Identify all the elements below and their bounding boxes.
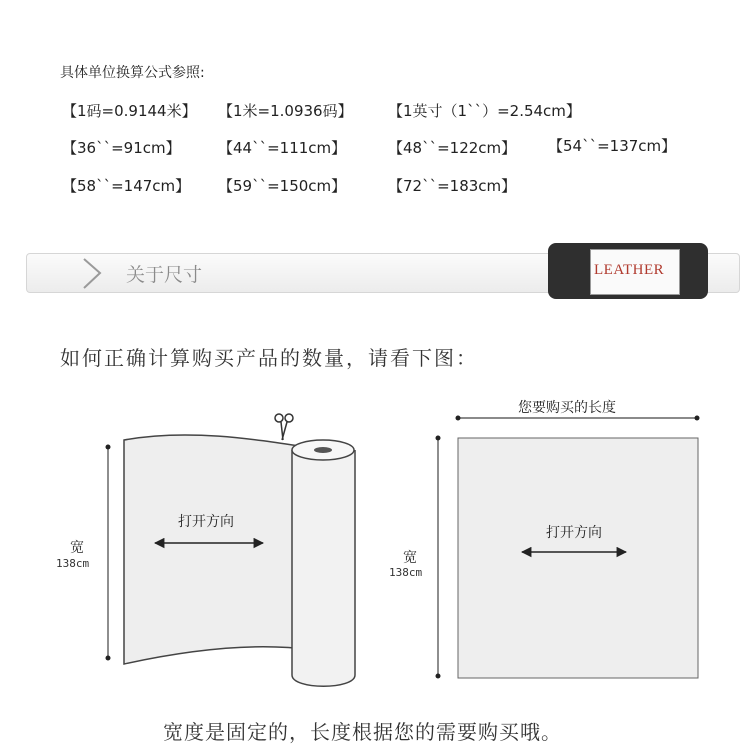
left-width-value: 138cm bbox=[56, 557, 90, 570]
conversion-inch-cm: 【1英寸（1``）=2.54cm】 bbox=[388, 102, 581, 120]
scissors-icon bbox=[275, 414, 293, 440]
fabric-sheet bbox=[124, 435, 312, 664]
purchase-length-label: 您要购买的长度 bbox=[518, 400, 616, 416]
left-open-direction-label: 打开方向 bbox=[178, 514, 234, 530]
right-width-value: 138cm bbox=[389, 566, 423, 579]
conversion-48: 【48``=122cm】 bbox=[388, 139, 517, 157]
left-width-label: 宽 bbox=[70, 540, 84, 556]
conversion-yard-meter: 【1码=0.9144米】 bbox=[62, 102, 197, 120]
conversion-58: 【58``=147cm】 bbox=[62, 177, 191, 195]
fabric-panel bbox=[458, 438, 698, 678]
right-open-direction-label: 打开方向 bbox=[546, 525, 602, 541]
fabric-roll bbox=[292, 450, 355, 686]
fabric-roll-core bbox=[314, 447, 332, 453]
right-width-label: 宽 bbox=[403, 550, 417, 566]
conversion-meter-yard: 【1米=1.0936码】 bbox=[218, 102, 353, 120]
section-header-label: 关于尺寸 bbox=[126, 264, 203, 286]
conversion-54: 【54``=137cm】 bbox=[548, 137, 677, 155]
unit-conversion-title: 具体单位换算公式参照: bbox=[60, 65, 205, 81]
conversion-44: 【44``=111cm】 bbox=[218, 139, 347, 157]
conversion-59: 【59``=150cm】 bbox=[218, 177, 347, 195]
conversion-36: 【36``=91cm】 bbox=[62, 139, 181, 157]
footer-note: 宽度是固定的，长度根据您的需要购买哦。 bbox=[163, 720, 562, 744]
conversion-72: 【72``=183cm】 bbox=[388, 177, 517, 195]
instruction-question: 如何正确计算购买产品的数量，请看下图： bbox=[60, 346, 478, 370]
leather-badge-text: LEATHER bbox=[594, 262, 665, 278]
